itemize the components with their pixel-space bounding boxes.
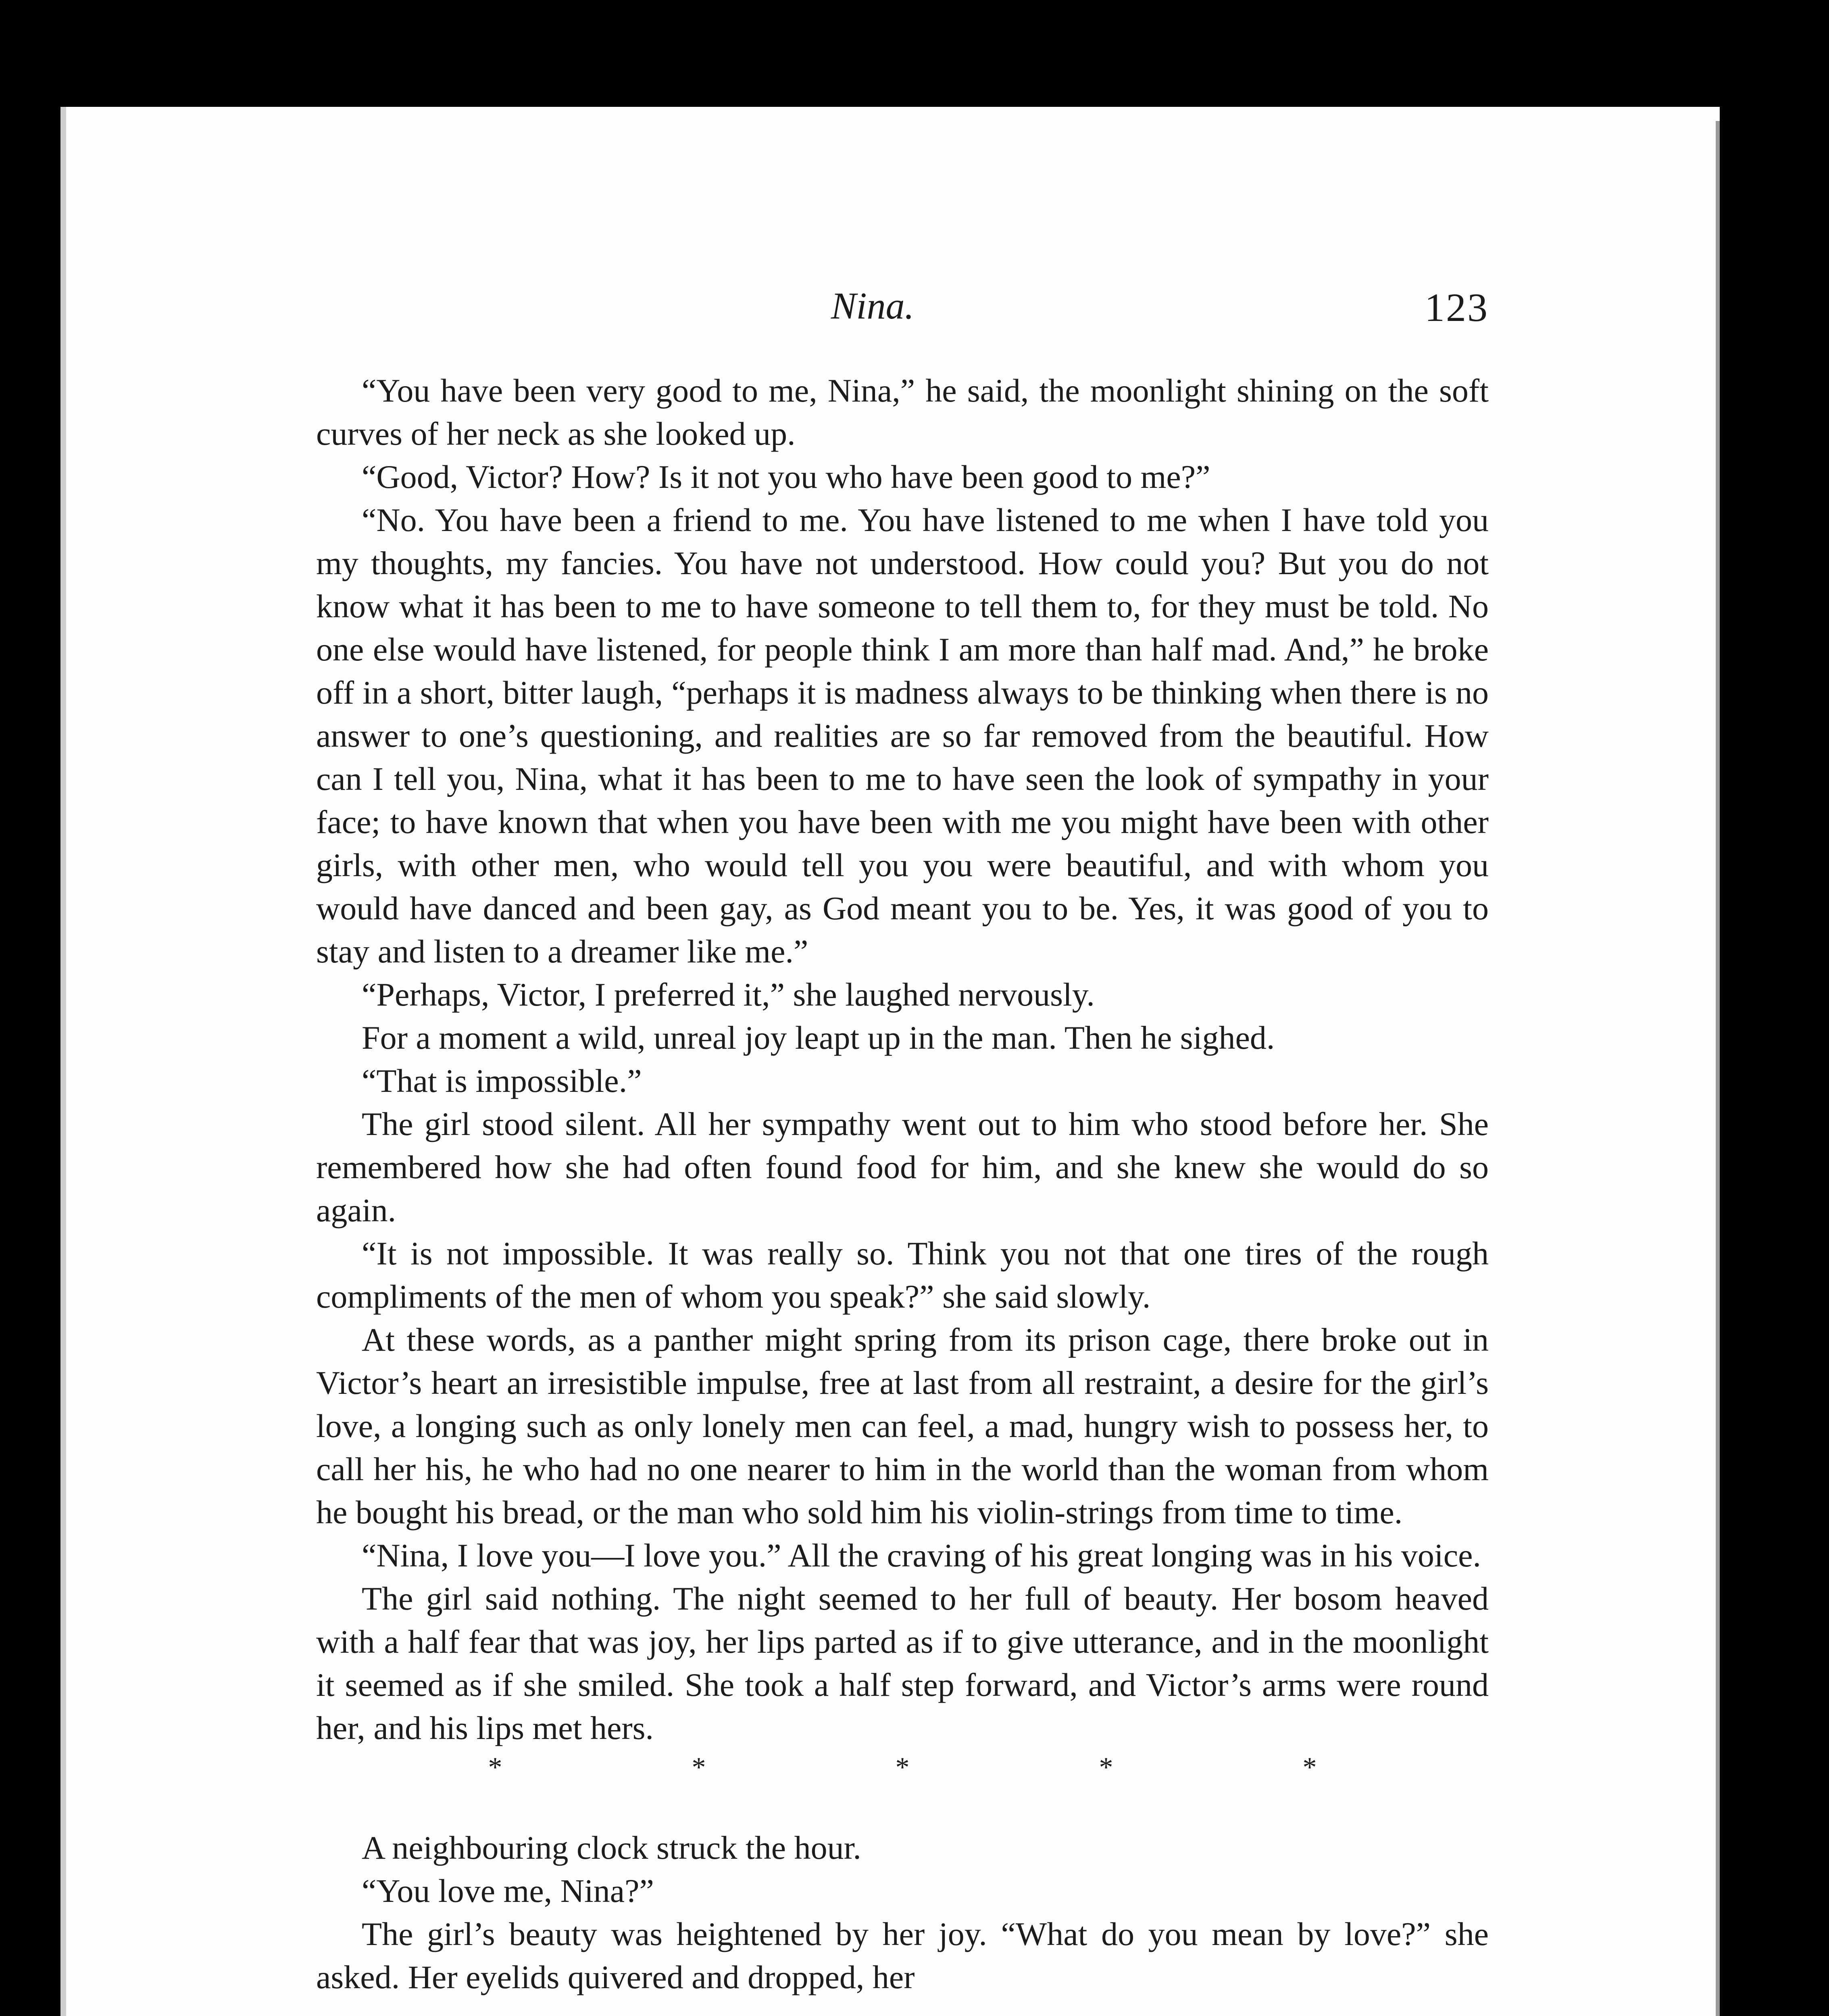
paragraph: The girl’s beauty was heightened by her joy. “What do you mean by love?” she asked. Her eyelids quivered and dropped, her — [316, 1916, 1489, 1995]
paragraph: “You love me, Nina?” — [362, 1872, 654, 1909]
paragraph: A neighbouring clock struck the hour. — [362, 1829, 861, 1866]
paragraph: “You have been very good to me, Nina,” he said, the moonlight shining on the soft curves of her neck as she looked up. — [316, 372, 1489, 452]
separator-star: * — [895, 1752, 910, 1783]
running-title: Nina. — [831, 285, 914, 327]
paragraph: The girl said nothing. The night seemed to her full of beauty. Her bosom heaved with a half fear that was joy, her lips parted as if to give utterance, and in the moonlight it seemed as if she smiled. She took a half step forward, and Victor’s arms were round her, and his lips met hers. — [316, 1580, 1489, 1746]
paragraph: “Nina, I love you—I love you.” All the craving of his great longing was in his voice. — [362, 1537, 1481, 1574]
paragraph: At these words, as a panther might spring from its prison cage, there broke out in Victor’s heart an irresistible impulse, free at last from all restraint, a desire for the girl’s love, a longing such as only lonely men can feel, a mad, hungry wish to possess her, to call her his, he who had no one nearer to him in the world than the woman from whom he bought his bread, or the man who sold him his violin-strings from time to time. — [316, 1321, 1489, 1531]
paragraph: “No. You have been a friend to me. You have listened to me when I have told you my thoughts, my fancies. You have not understood. How could you? But you do not know what it has been to me to have someone to tell them to, for they must be told. No one else would have listened, for people think I am more than half mad. And,” he broke off in a short, bitter laugh, “perhaps it is madness always to be thinking when there is no answer to one’s questioning, and realities are so far removed from the beautiful. How can I tell you, Nina, what it has been to me to have seen the look of sympathy in your face; to have known that when you have been with me you might have been with other girls, with other men, who would tell you you were beautiful, and with whom you would have danced and been gay, as God meant you to be. Yes, it was good of you to stay and listen to a dreamer like me.” — [316, 502, 1489, 970]
running-header — [256, 284, 1489, 333]
separator-star: * — [692, 1752, 706, 1783]
paragraph: “That is impossible.” — [362, 1062, 642, 1099]
section-separator — [316, 1749, 1489, 1826]
page-edge — [1716, 121, 1720, 2016]
paragraph: The girl stood silent. All her sympathy went out to him who stood before her. She remembered how she had often found food for him, and she knew she would do so again. — [316, 1106, 1489, 1229]
paragraph: “Perhaps, Victor, I preferred it,” she laughed nervously. — [362, 976, 1095, 1013]
separator-star: * — [488, 1752, 502, 1783]
body-text — [316, 369, 1489, 1999]
paragraph: “Good, Victor? How? Is it not you who have been good to me?” — [362, 458, 1210, 495]
page-number: 123 — [1425, 285, 1489, 330]
separator-star: * — [1099, 1752, 1113, 1783]
separator-star: * — [1302, 1752, 1317, 1783]
paragraph: “It is not impossible. It was really so. Think you not that one tires of the rough compliments of the men of whom you speak?” she said slowly. — [316, 1235, 1489, 1315]
paragraph: For a moment a wild, unreal joy leapt up in the man. Then he sighed. — [362, 1019, 1275, 1056]
